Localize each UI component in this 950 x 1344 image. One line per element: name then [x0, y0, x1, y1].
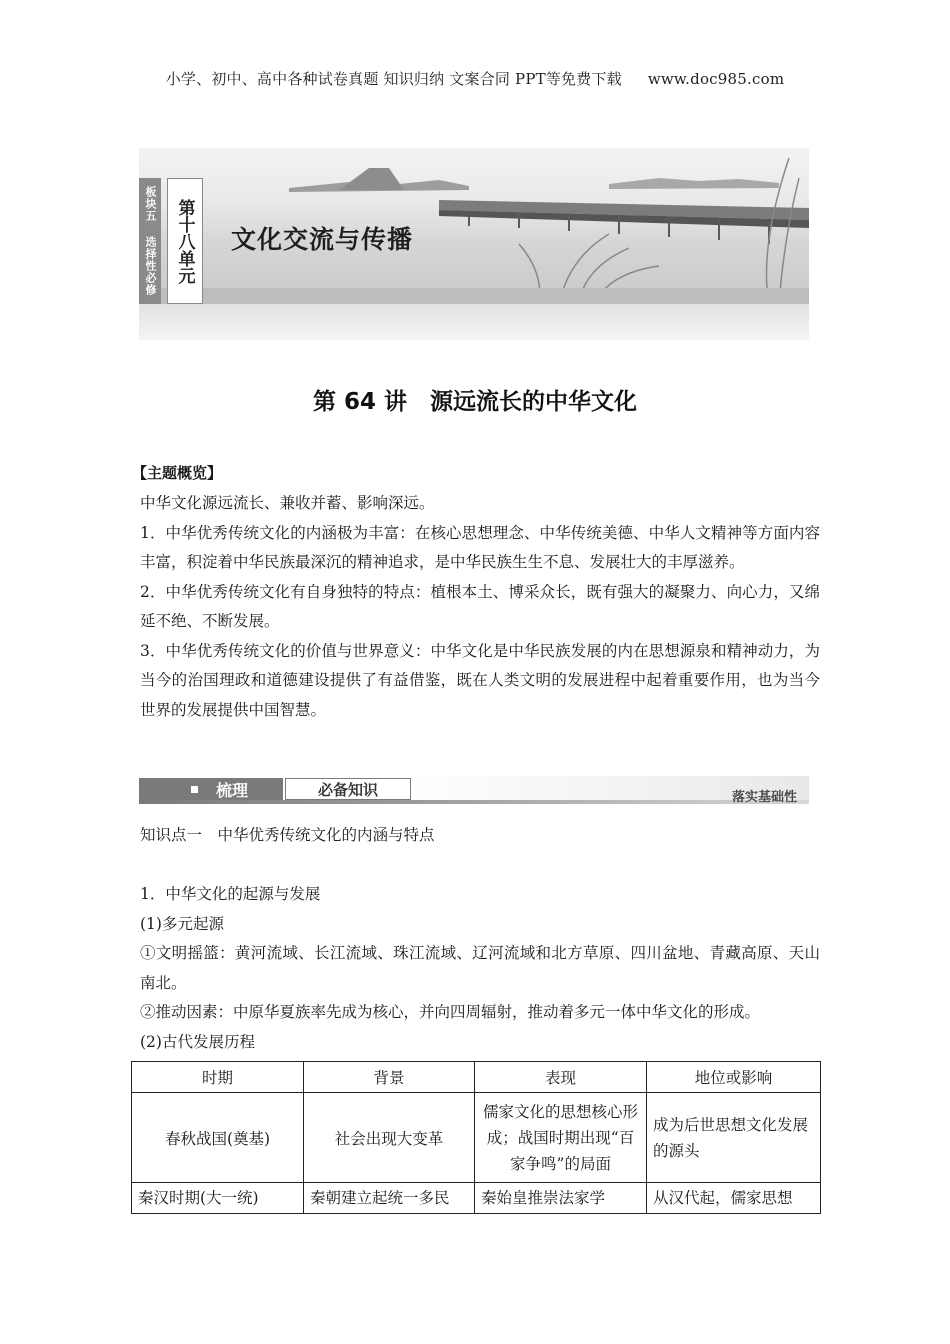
table-header-cell: 背景 [304, 1062, 475, 1093]
page-header [0, 68, 950, 89]
section-dark-label: 梳理 [216, 780, 249, 800]
table-cell: 春秋战国(奠基) [132, 1093, 304, 1183]
heading-origin: 1．中华文化的起源与发展 [140, 885, 321, 903]
unit-label: 第十八单元 [167, 178, 203, 304]
section-light-label: 必备知识 [285, 778, 411, 800]
banner-bottom-fade [139, 304, 809, 340]
table-header-cell: 表现 [475, 1062, 647, 1093]
section-bar [139, 776, 809, 804]
table-cell: 社会出现大变革 [304, 1093, 475, 1183]
header-site: www.doc985.com [647, 70, 785, 88]
table-cell: 秦汉时期(大一统) [132, 1183, 304, 1214]
overview-body [140, 489, 820, 725]
knowledge-body [140, 880, 820, 1057]
knowledge-point-title: 知识点一 中华优秀传统文化的内涵与特点 [140, 826, 435, 844]
table-row [132, 1093, 821, 1183]
overview-paragraph: 3．中华优秀传统文化的价值与世界意义：中华文化是中华民族发展的内在思想源泉和精神动力，为当今的治国理政和道德建设提供了有益借鉴，既在人类文明的发展进程中起着重要作用，也为当今世界的发展提供中国智慧。 [140, 641, 820, 719]
table-cell: 秦朝建立起统一多民 [304, 1183, 475, 1214]
development-table [131, 1061, 821, 1214]
lecture-title: 第 64 讲 源远流长的中华文化 [312, 389, 638, 415]
section-right-label: 落实基础性 [731, 790, 797, 805]
unit-banner [139, 148, 809, 304]
square-bullet-icon [191, 786, 198, 793]
table-cell: 儒家文化的思想核心形成；战国时期出现“百家争鸣”的局面 [475, 1093, 647, 1183]
table-cell: 秦始皇推崇法家学 [475, 1183, 647, 1214]
overview-paragraph: 2．中华优秀传统文化有自身独特的特点：植根本土、博采众长，既有强大的凝聚力、向心力，又绵延不绝、不断发展。 [140, 582, 820, 630]
item-cradle: ①文明摇篮：黄河流域、长江流域、珠江流域、辽河流域和北方草原、四川盆地、青藏高原、天山南北。 [140, 944, 820, 992]
section-tab-dark [139, 778, 283, 800]
overview-paragraph: 1．中华优秀传统文化的内涵极为丰富：在核心思想理念、中华传统美德、中华人文精神等方面内容丰富，积淀着中华民族最深沉的精神追求，是中华民族生生不息、发展壮大的丰厚滋养。 [140, 523, 820, 571]
overview-paragraph: 中华文化源远流长、兼收并蓄、影响深远。 [140, 494, 435, 512]
section-underline [139, 800, 809, 804]
header-text: 小学、初中、高中各种试卷真题 知识归纳 文案合同 PPT等免费下载 [165, 70, 622, 88]
table-header-row [132, 1062, 821, 1093]
banner-title: 文化交流与传播 [231, 225, 414, 254]
table-header-cell: 时期 [132, 1062, 304, 1093]
sub-heading-history: (2)古代发展历程 [140, 1032, 255, 1051]
table-cell: 从汉代起，儒家思想 [647, 1183, 821, 1214]
section-side-label: 板块五 选择性必修 [139, 178, 161, 304]
table-cell: 成为后世思想文化发展的源头 [647, 1093, 821, 1183]
item-driving-factor: ②推动因素：中原华夏族率先成为核心，并向四周辐射，推动着多元一体中华文化的形成。 [140, 1003, 761, 1021]
table-header-cell: 地位或影响 [647, 1062, 821, 1093]
table-row [132, 1183, 821, 1214]
overview-heading: 【主题概览】 [132, 464, 223, 482]
sub-heading-origins: (1)多元起源 [140, 914, 224, 933]
